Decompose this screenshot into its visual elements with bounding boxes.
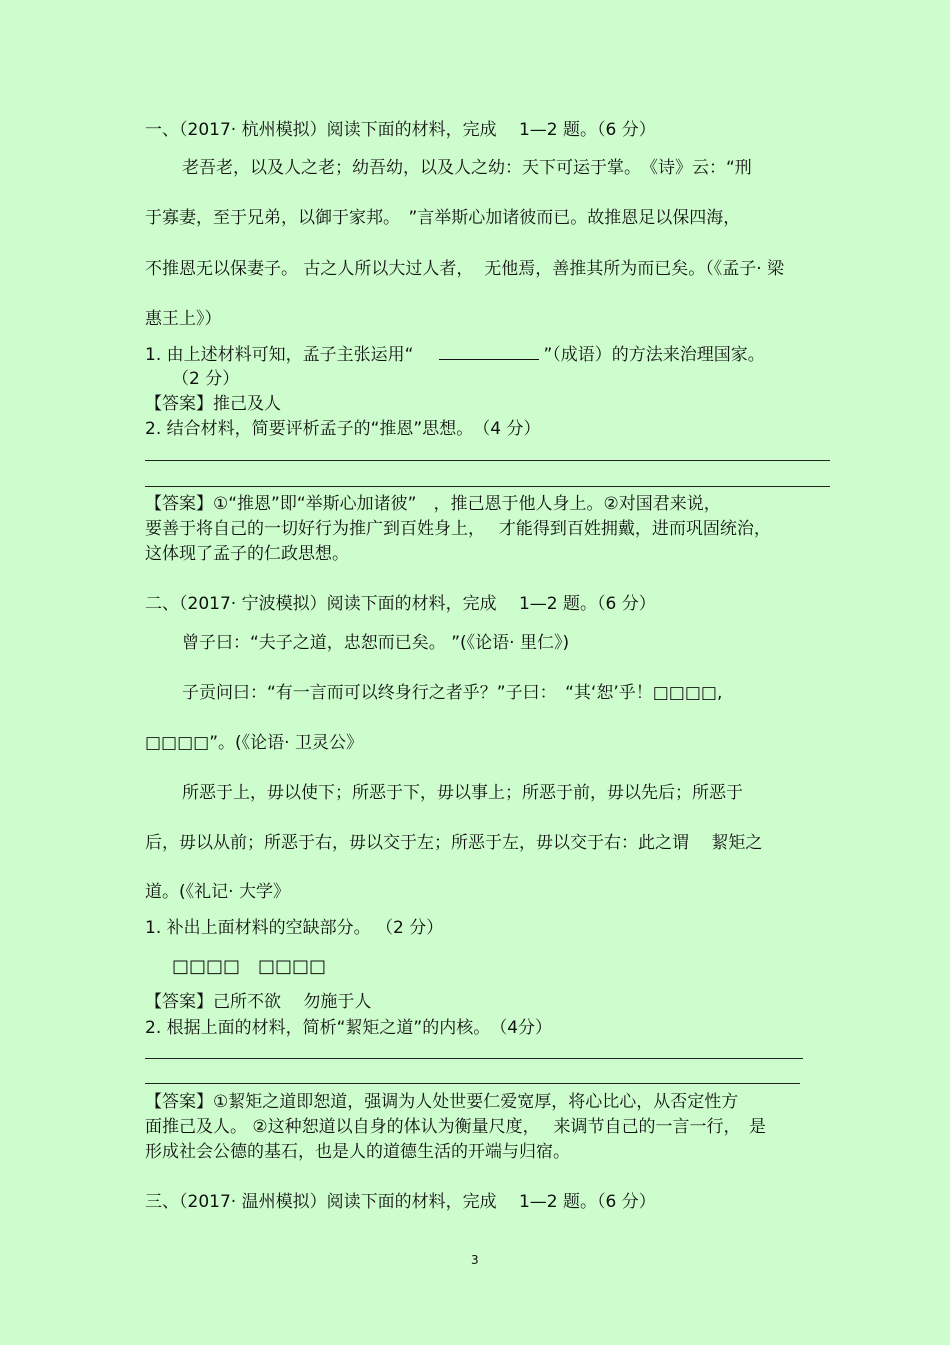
section-2-passage-line: 所恶于上，毋以使下；所恶于下，毋以事上；所恶于前，毋以先后；所恶于 — [182, 783, 743, 803]
answer-line — [145, 1083, 800, 1084]
question-text: 1. 由上述材料可知，孟子主张运用“ — [145, 345, 414, 365]
page-number: 3 — [471, 1253, 479, 1267]
answer-line — [145, 486, 830, 487]
section-1-answer-2: 要善于将自己的一切好行为推广到百姓身上， 才能得到百姓拥戴，进而巩固统治， — [145, 519, 771, 539]
section-3-header: 三、（2017· 温州模拟）阅读下面的材料，完成 1—2 题。（6 分） — [145, 1192, 656, 1212]
answer-line — [145, 1058, 803, 1059]
section-2-passage-line: 曾子曰：“夫子之道，忠恕而已矣。 ”(《论语· 里仁》) — [182, 633, 570, 653]
section-2-passage-line: 后，毋以从前；所恶于右，毋以交于左；所恶于左，毋以交于右：此之谓 絜矩之 — [145, 833, 763, 853]
section-1-header: 一、（2017· 杭州模拟）阅读下面的材料，完成 1—2 题。（6 分） — [145, 120, 656, 140]
section-2-passage-line: 道。(《礼记· 大学》 — [145, 882, 290, 902]
section-1-question-2: 2. 结合材料，简要评析孟子的“推恩”思想。 （4 分） — [145, 419, 541, 439]
section-1-answer-2: 这体现了孟子的仁政思想。 — [145, 544, 349, 564]
section-1-answer-1: 【答案】推己及人 — [145, 394, 281, 414]
section-1-passage-line: 惠王上》） — [145, 309, 222, 329]
section-2-answer-2: 【答案】①絜矩之道即恕道，强调为人处世要仁爱宽厚，将心比心，从否定性方 — [145, 1092, 739, 1112]
section-2-passage-line: □□□□”。(《论语· 卫灵公》 — [145, 733, 363, 753]
answer-line — [145, 460, 830, 461]
section-1-passage-line: 于寡妻，至于兄弟，以御于家邦。 ”言举斯心加诸彼而已。故推恩足以保四海， — [145, 208, 741, 228]
section-1-passage-line: 老吾老，以及人之老；幼吾幼，以及人之幼：天下可运于掌。 《诗》云：“刑 — [182, 158, 752, 178]
section-2-header: 二、（2017· 宁波模拟）阅读下面的材料，完成 1—2 题。（6 分） — [145, 594, 656, 614]
section-2-question-1: 1. 补出上面材料的空缺部分。 （2 分） — [145, 918, 444, 938]
section-2-answer-2: 面推己及人。 ②这种恕道以自身的体认为衡量尺度， 来调节自己的一言一行， 是 — [145, 1117, 767, 1137]
section-2-question-2: 2. 根据上面的材料，简析“絜矩之道”的内核。 （4分） — [145, 1018, 553, 1038]
section-2-answer-1: 【答案】己所不欲 勿施于人 — [145, 992, 372, 1012]
section-1-question-1-score: （2 分） — [172, 369, 240, 389]
question-text: ”（成语）的方法来治理国家。 — [543, 345, 765, 365]
section-2-passage-line: 子贡问曰：“有一言而可以终身行之者乎？”子曰： “其‘恕’乎！□□□□, — [182, 683, 723, 703]
section-1-question-1 — [145, 343, 765, 366]
section-1-answer-2: 【答案】①“推恩”即“举斯心加诸彼” ，推己恩于他人身上。②对国君来说， — [145, 494, 721, 514]
answer-blank[interactable] — [439, 343, 539, 360]
section-2-answer-2: 形成社会公德的基石，也是人的道德生活的开端与归宿。 — [145, 1142, 570, 1162]
section-2-blanks: □□□□ □□□□ — [172, 956, 327, 977]
section-1-passage-line: 不推恩无以保妻子。 古之人所以大过人者， 无他焉，善推其所为而已矣。（《孟子· 梁 — [145, 259, 785, 279]
